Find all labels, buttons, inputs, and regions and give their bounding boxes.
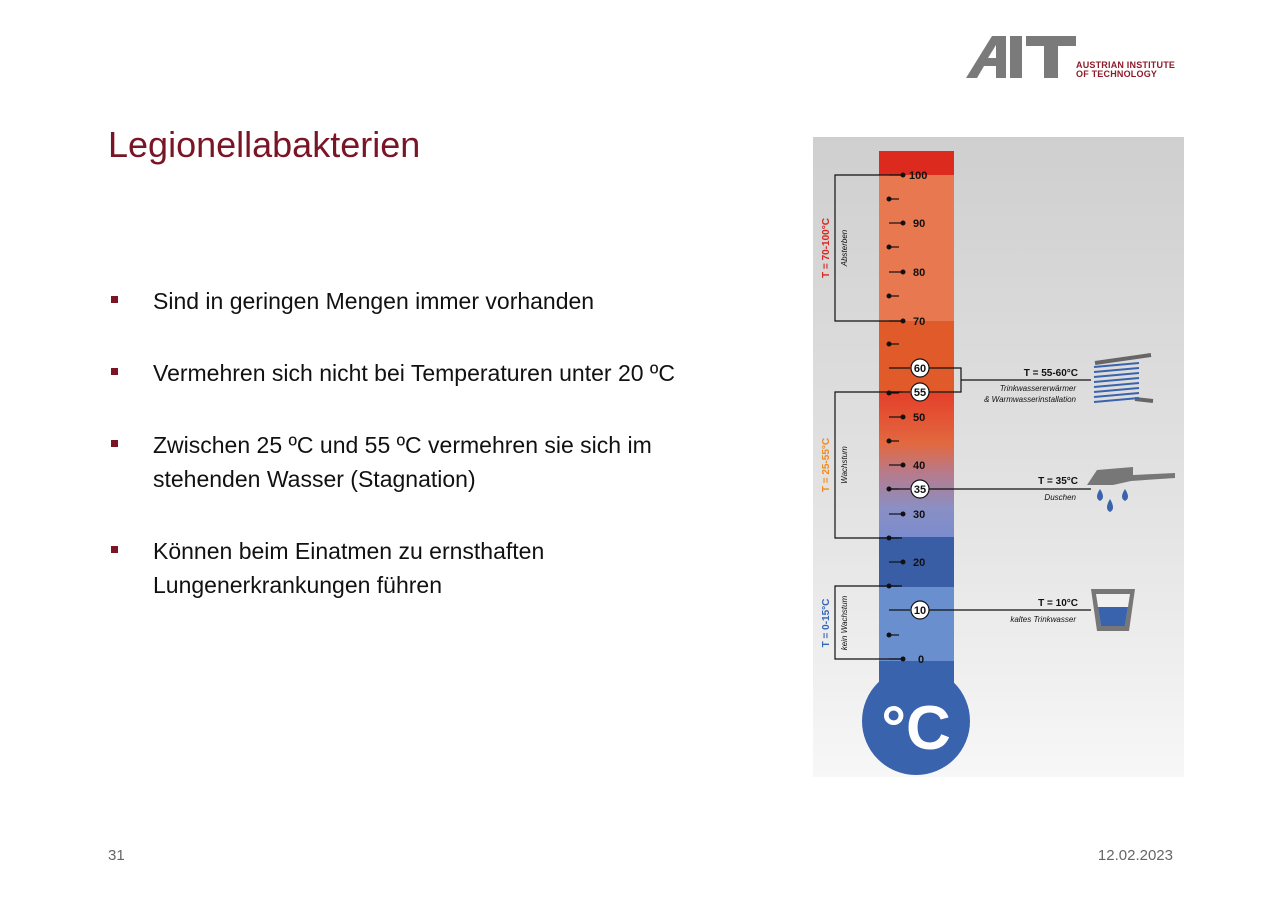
bullet-text: Vermehren sich nicht bei Temperaturen unter 20 ºC	[153, 360, 675, 386]
bullet-text: Zwischen 25 ºC und 55 ºC vermehren sie sich im	[153, 432, 652, 458]
tube-segment-55-70	[879, 321, 954, 393]
tick-label-0: 0	[918, 654, 925, 666]
bullet-marker	[111, 440, 118, 447]
logo-line-1: AUSTRIAN INSTITUTE	[1076, 60, 1176, 70]
bullet-item	[108, 284, 788, 318]
tick-label-100: 100	[909, 170, 928, 182]
callout-text-cold: kaltes Trinkwasser	[1010, 615, 1076, 624]
range-label-high: T = 70-100°C	[821, 218, 832, 278]
bullet-marker	[111, 296, 118, 303]
callout-text-heater: Trinkwassererwärmer	[999, 384, 1076, 393]
tick-label-30: 30	[913, 509, 926, 521]
range-label-low: T = 0-15°C	[821, 598, 832, 648]
slide-date: 12.02.2023	[1097, 847, 1173, 864]
callout-text-shower: Duschen	[1044, 493, 1076, 502]
range-sub-high: Absterben	[840, 229, 849, 267]
thermometer-svg	[813, 137, 1184, 777]
figure-background	[813, 137, 1184, 777]
callout-text-heater-2: & Warmwasserinstallation	[984, 395, 1076, 404]
tick-label-20: 20	[913, 557, 926, 569]
tick-label-10: 10	[913, 605, 927, 617]
slide-title: Legionellabakterien	[108, 124, 421, 165]
bullet-marker	[111, 546, 118, 553]
tick-label-50: 50	[913, 412, 926, 424]
page-number: 31	[108, 847, 125, 864]
bullet-text: Sind in geringen Mengen immer vorhanden	[153, 288, 595, 314]
tick-label-80: 80	[913, 267, 926, 279]
callout-temp-heater: T = 55-60°C	[1023, 368, 1078, 379]
bullet-item	[108, 534, 788, 602]
ait-logo-mark	[966, 34, 1078, 80]
unit-label: °C	[881, 694, 951, 763]
range-sub-mid: Wachstum	[840, 446, 849, 484]
callout-temp-shower: T = 35°C	[1038, 476, 1078, 487]
tick-label-40: 40	[913, 460, 926, 472]
bullet-marker	[111, 368, 118, 375]
range-sub-low: kein Wachstum	[840, 595, 849, 651]
tube-segment-0-15	[879, 587, 954, 661]
tick-label-60: 60	[913, 363, 927, 375]
range-label-mid: T = 25-55°C	[821, 437, 832, 493]
bullet-text: Können beim Einatmen zu ernsthaften	[153, 538, 545, 564]
tick-label-55: 55	[913, 387, 927, 399]
bullet-text-cont: Lungenerkrankungen führen	[153, 572, 443, 598]
callout-temp-cold: T = 10°C	[1038, 598, 1078, 609]
logo-text	[1076, 61, 1175, 79]
bullet-text-cont: stehenden Wasser (Stagnation)	[153, 466, 476, 492]
cup-icon	[1091, 589, 1135, 631]
logo-line-2: OF TECHNOLOGY	[1076, 69, 1158, 79]
bullet-list	[108, 284, 788, 602]
tick-label-35: 35	[913, 484, 927, 496]
thermometer-figure	[813, 137, 1184, 777]
tick-label-90: 90	[913, 218, 926, 230]
bullet-item	[108, 356, 788, 390]
bullet-item	[108, 428, 788, 496]
tick-label-70: 70	[913, 316, 926, 328]
